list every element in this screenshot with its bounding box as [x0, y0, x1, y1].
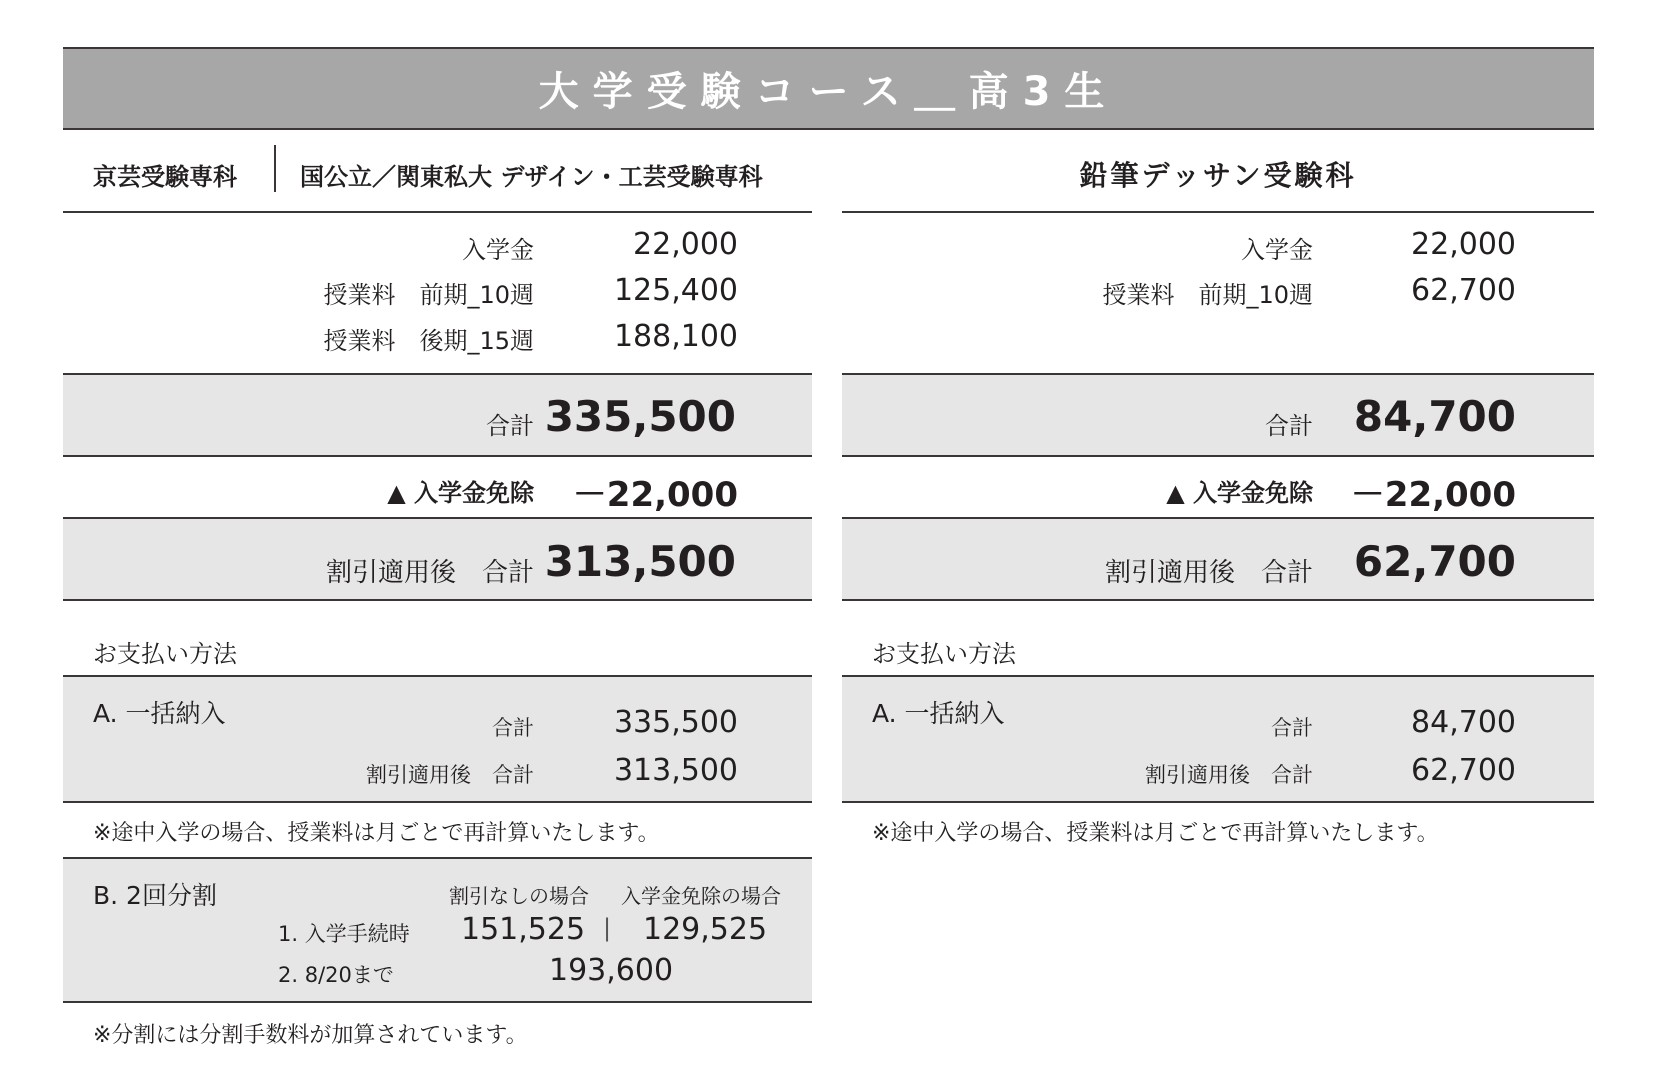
after-value: 313,500 — [544, 537, 736, 586]
fee-label: 授業料 前期_10週 — [1102, 281, 1313, 309]
left-header-design: 国公立／関東私大 デザイン・工芸受験専科 — [300, 163, 763, 191]
discount-label: ▲ 入学金免除 — [1166, 479, 1313, 507]
payment-heading: お支払い方法 — [872, 640, 1016, 668]
plan-a-total-value: 84,700 — [1411, 705, 1516, 740]
divider — [842, 211, 1594, 213]
fee-value: 188,100 — [613, 319, 738, 354]
fee-label: 入学金 — [1241, 236, 1313, 264]
discount-value: －22,000 — [1350, 475, 1516, 515]
midway-note: ※途中入学の場合、授業料は月ごとで再計算いたします。 — [872, 821, 1439, 846]
plan-b-col-discount: 入学金免除の場合 — [621, 884, 781, 908]
discount-label: ▲ 入学金免除 — [387, 479, 534, 507]
divider — [63, 455, 812, 457]
right-header: 鉛筆デッサン受験科 — [1079, 159, 1357, 192]
midway-note: ※途中入学の場合、授業料は月ごとで再計算いたします。 — [93, 821, 660, 846]
divider — [842, 801, 1594, 803]
plan-a-after-value: 62,700 — [1411, 753, 1516, 788]
plan-b-row-1-label: 1. 入学手続時 — [278, 922, 410, 946]
total-label: 合計 — [1265, 412, 1313, 440]
divider — [842, 373, 1594, 375]
divider — [63, 517, 812, 519]
plan-a-title: A. 一括納入 — [93, 699, 226, 728]
left-header-kyogei: 京芸受験専科 — [93, 163, 237, 191]
fee-value: 22,000 — [1411, 227, 1516, 262]
plan-b-row-1-value-no-discount: 151,525 — [461, 912, 586, 947]
title-bar — [63, 47, 1594, 130]
after-label: 割引適用後 合計 — [1104, 558, 1313, 588]
total-value: 84,700 — [1353, 392, 1516, 441]
plan-a-total-label: 合計 — [1271, 716, 1313, 740]
installment-note: ※分割には分割手数料が加算されています。 — [93, 1023, 528, 1048]
plan-a-total-label: 合計 — [492, 716, 534, 740]
plan-b-col-no-discount: 割引なしの場合 — [449, 884, 589, 908]
fee-value: 125,400 — [613, 273, 738, 308]
plan-a-title: A. 一括納入 — [872, 699, 1005, 728]
payment-heading: お支払い方法 — [93, 640, 237, 668]
total-value: 335,500 — [544, 392, 736, 441]
header-divider — [274, 145, 276, 192]
divider — [63, 599, 812, 601]
plan-a-total-value: 335,500 — [613, 705, 738, 740]
plan-a-after-label: 割引適用後 合計 — [366, 763, 534, 787]
total-label: 合計 — [486, 412, 534, 440]
page-title: 大学受験コース＿高3生 — [538, 69, 1119, 115]
plan-b-row-2-label: 2. 8/20まで — [278, 963, 394, 987]
divider — [63, 1001, 812, 1003]
divider — [63, 211, 812, 213]
plan-b-title: B. 2回分割 — [93, 881, 217, 910]
divider — [842, 455, 1594, 457]
plan-a-after-label: 割引適用後 合計 — [1145, 763, 1313, 787]
divider — [842, 599, 1594, 601]
divider — [63, 675, 812, 677]
plan-b-row-1-value-discount: 129,525 — [643, 912, 768, 947]
divider — [63, 801, 812, 803]
discount-value: －22,000 — [572, 475, 738, 515]
plan-a-after-value: 313,500 — [613, 753, 738, 788]
after-label: 割引適用後 合計 — [325, 558, 534, 588]
fee-value: 62,700 — [1411, 273, 1516, 308]
plan-b-row-2-value: 193,600 — [549, 953, 674, 988]
divider — [63, 373, 812, 375]
fee-label: 授業料 前期_10週 — [323, 281, 534, 309]
fee-label: 入学金 — [462, 236, 534, 264]
fee-value: 22,000 — [633, 227, 738, 262]
divider — [63, 857, 812, 859]
divider — [842, 675, 1594, 677]
plan-b-separator: | — [603, 914, 612, 942]
fee-label: 授業料 後期_15週 — [323, 327, 534, 355]
divider — [842, 517, 1594, 519]
after-value: 62,700 — [1353, 537, 1516, 586]
